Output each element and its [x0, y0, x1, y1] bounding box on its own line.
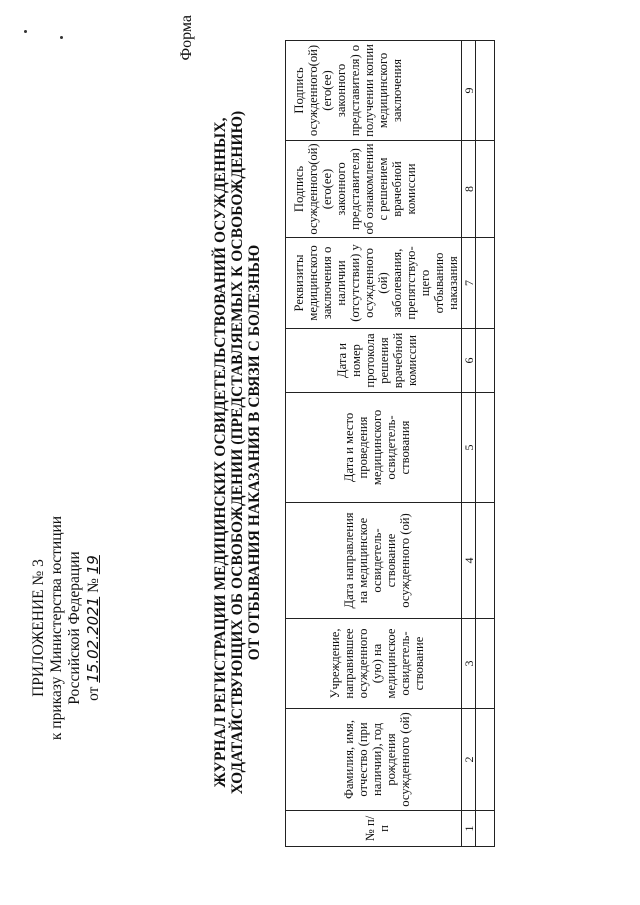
column-header: Подпись осужденного(ой) (его(ее) законного представителя) об ознакомлении с решением врачебной комиссии — [286, 141, 462, 238]
column-header: Подпись осужденного(ой) (его(ее) законного представителя) о получении копии медицинского заключения — [286, 41, 462, 141]
title-line-1: ЖУРНАЛ РЕГИСТРАЦИИ МЕДИЦИНСКИХ ОСВИДЕТЕЛЬСТВОВАНИЙ ОСУЖДЕННЫХ, — [212, 117, 229, 788]
column-number: 7 — [462, 238, 476, 329]
column-header: Дата направления на медицинское освидетель-ствование осужденного (ой) — [286, 503, 462, 619]
column-number: 4 — [462, 503, 476, 619]
table-cell — [476, 619, 495, 709]
title-line-2: ХОДАТАЙСТВУЮЩИХ ОБ ОСВОБОЖДЕНИИ (ПРЕДСТАВЛЯЕМЫХ К ОСВОБОЖДЕНИЮ) — [229, 110, 246, 795]
number-prefix: № — [85, 578, 102, 593]
form-label: Форма — [178, 15, 195, 61]
column-header: Учреждение, направившее осужденного (ую) на медицинское освидетель-ствование — [286, 619, 462, 709]
column-header: Дата и место проведения медицинского освидетель-ствования — [286, 393, 462, 503]
appendix-date-line — [84, 478, 103, 778]
column-header: Фамилия, имя, отчество (при наличии), год рождения осужденного (ой) — [286, 709, 462, 811]
column-header: Дата и номер протокола решения врачебной комиссии — [286, 329, 462, 393]
column-number-row — [462, 41, 476, 847]
number-value: 19 — [84, 555, 102, 575]
column-header: Реквизиты медицинского заключения о наличии (отсутствии) у осужденного (ой) заболевания, препятствую-щего отбыванию наказания — [286, 238, 462, 329]
document-title — [212, 0, 263, 905]
table-cell — [476, 141, 495, 238]
appendix-block — [30, 478, 103, 778]
column-number: 5 — [462, 393, 476, 503]
date-prefix: от — [85, 686, 102, 701]
column-number: 2 — [462, 709, 476, 811]
column-number: 8 — [462, 141, 476, 238]
appendix-title: ПРИЛОЖЕНИЕ № 3 — [30, 559, 47, 697]
column-number: 9 — [462, 41, 476, 141]
table-row — [476, 41, 495, 847]
appendix-ministry: Российской Федерации — [66, 551, 83, 705]
table-cell — [476, 503, 495, 619]
column-number: 6 — [462, 329, 476, 393]
appendix-order: к приказу Министерства юстиции — [48, 515, 65, 741]
column-header: № п/п — [286, 811, 462, 847]
table-cell — [476, 41, 495, 141]
column-number: 3 — [462, 619, 476, 709]
title-line-3: ОТ ОТБЫВАНИЯ НАКАЗАНИЯ В СВЯЗИ С БОЛЕЗНЬЮ — [246, 244, 263, 661]
table-cell — [476, 238, 495, 329]
registration-table — [285, 40, 495, 847]
table-header-row — [286, 41, 462, 847]
column-number: 1 — [462, 811, 476, 847]
scan-speck — [24, 30, 27, 33]
table-cell — [476, 393, 495, 503]
table-cell — [476, 811, 495, 847]
table-cell — [476, 329, 495, 393]
date-value: 15.02.2021 — [84, 596, 102, 683]
scan-speck — [60, 36, 63, 39]
table-cell — [476, 709, 495, 811]
